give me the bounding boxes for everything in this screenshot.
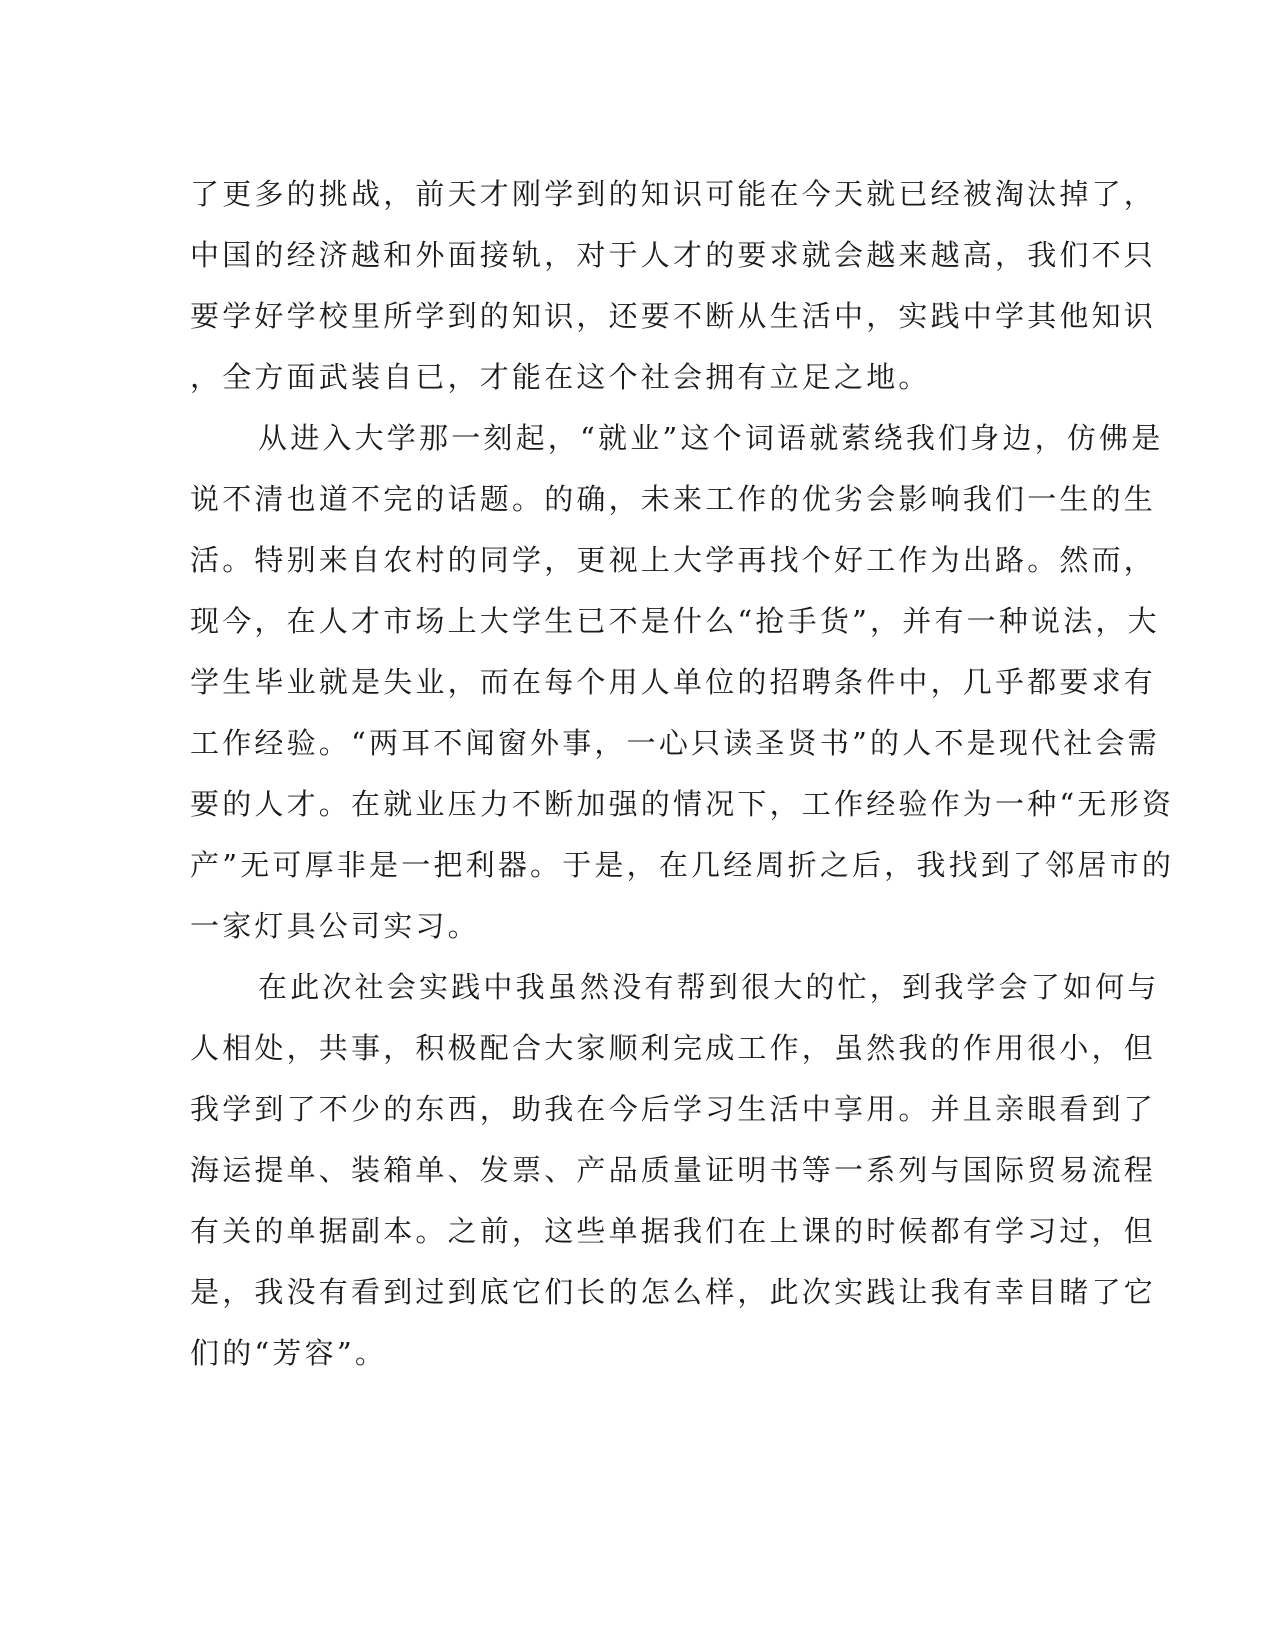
text-line: 海运提单、装箱单、发票、产品质量证明书等一系列与国际贸易流程 bbox=[190, 1153, 1157, 1187]
paragraph-2 bbox=[190, 408, 1175, 957]
text-line: 现今，在人才市场上大学生已不是什么“抢手货”，并有一种说法，大 bbox=[190, 604, 1160, 638]
text-line: 在此次社会实践中我虽然没有帮到很大的忙，到我学会了如何与 bbox=[258, 970, 1160, 1004]
text-line: ，全方面武装自已，才能在这个社会拥有立足之地。 bbox=[190, 360, 931, 394]
text-line: 工作经验。“两耳不闻窗外事，一心只读圣贤书”的人不是现代社会需 bbox=[190, 726, 1160, 760]
text-line: 从进入大学那一刻起，“就业”这个词语就萦绕我们身边，仿佛是 bbox=[258, 421, 1164, 455]
text-line: 学生毕业就是失业，而在每个用人单位的招聘条件中，几乎都要求有 bbox=[190, 665, 1157, 699]
text-line: 活。特别来自农村的同学，更视上大学再找个好工作为出路。然而， bbox=[190, 543, 1157, 577]
paragraph-3 bbox=[190, 957, 1160, 1384]
body-text bbox=[190, 164, 1175, 1384]
text-line: 中国的经济越和外面接轨，对于人才的要求就会越来越高，我们不只 bbox=[190, 238, 1157, 272]
text-line: 们的“芳容”。 bbox=[190, 1336, 388, 1370]
text-line: 人相处，共事，积极配合大家顺利完成工作，虽然我的作用很小，但 bbox=[190, 1031, 1157, 1065]
text-line: 有关的单据副本。之前，这些单据我们在上课的时候都有学习过，但 bbox=[190, 1214, 1157, 1248]
text-line: 要学好学校里所学到的知识，还要不断从生活中，实践中学其他知识 bbox=[190, 299, 1157, 333]
text-line: 了更多的挑战，前天才刚学到的知识可能在今天就已经被淘汰掉了， bbox=[190, 177, 1157, 211]
text-line: 我学到了不少的东西，助我在今后学习生活中享用。并且亲眼看到了 bbox=[190, 1092, 1157, 1126]
text-line: 说不清也道不完的话题。的确，未来工作的优劣会影响我们一生的生 bbox=[190, 482, 1157, 516]
text-line: 一家灯具公司实习。 bbox=[190, 909, 480, 943]
paragraph-1 bbox=[190, 164, 1157, 408]
text-line: 是，我没有看到过到底它们长的怎么样，此次实践让我有幸目睹了它 bbox=[190, 1275, 1157, 1309]
text-line: 产”无可厚非是一把利器。于是，在几经周折之后，我找到了邻居市的 bbox=[190, 848, 1175, 882]
text-line: 要的人才。在就业压力不断加强的情况下，工作经验作为一种“无形资 bbox=[190, 787, 1175, 821]
